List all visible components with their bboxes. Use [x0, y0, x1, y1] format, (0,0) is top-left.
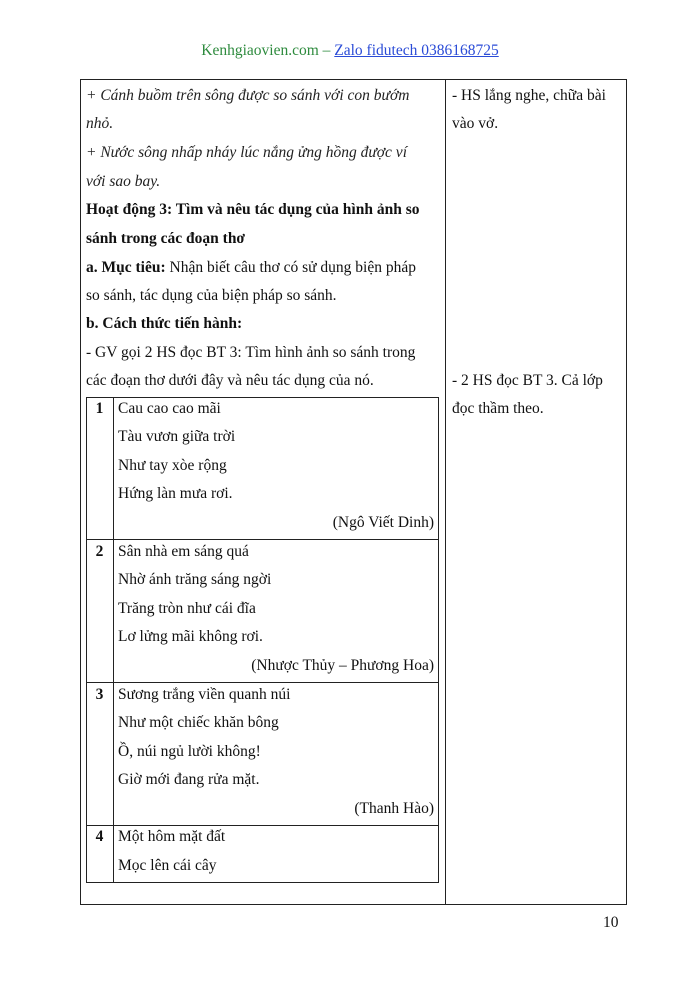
- poem-line: Nhờ ánh trăng sáng ngời: [118, 571, 272, 588]
- activity-title: Hoạt động 3: Tìm và nêu tác dụng của hình ảnh so: [86, 201, 420, 218]
- column-divider: [445, 79, 446, 905]
- poem-number: 1: [95, 400, 104, 417]
- poem-line: Sân nhà em sáng quá: [118, 543, 249, 560]
- poem-table-divider: [113, 397, 114, 883]
- student-note: đọc thầm theo.: [452, 400, 544, 417]
- poem-author: (Ngô Viết Dinh): [332, 514, 434, 531]
- poem-line: Sương trắng viền quanh núi: [118, 686, 291, 703]
- header-separator: –: [322, 42, 331, 59]
- student-note: - HS lắng nghe, chữa bài: [452, 87, 606, 104]
- objective-text: Nhận biết câu thơ có sử dụng biện pháp: [165, 259, 416, 276]
- poem-row-divider: [86, 682, 439, 683]
- poem-line: Một hôm mặt đất: [118, 828, 226, 845]
- poem-line: Như một chiếc khăn bông: [118, 714, 279, 731]
- poem-line: Tàu vươn giữa trời: [118, 428, 236, 445]
- instruction-line: - GV gọi 2 HS đọc BT 3: Tìm hình ảnh so sánh trong: [86, 344, 416, 361]
- zalo-link[interactable]: Zalo fidutech 0386168725: [334, 42, 499, 59]
- poem-number: 2: [95, 543, 104, 560]
- poem-line: Như tay xòe rộng: [118, 457, 227, 474]
- poem-row-divider: [86, 539, 439, 540]
- poem-author: (Thanh Hào): [354, 800, 434, 817]
- page-header: [0, 42, 700, 60]
- poem-row-divider: [86, 825, 439, 826]
- poem-number: 4: [95, 828, 104, 845]
- poem-line: Giờ mới đang rửa mặt.: [118, 771, 260, 788]
- objective-line: [86, 258, 416, 278]
- student-note: - 2 HS đọc BT 3. Cả lớp: [452, 372, 603, 389]
- poem-line: Ồ, núi ngủ lười không!: [118, 743, 261, 760]
- poem-line: Lơ lửng mãi không rơi.: [118, 628, 263, 645]
- poem-line: Mọc lên cái cây: [118, 857, 217, 874]
- method-label: b. Cách thức tiến hành:: [86, 315, 243, 332]
- objective-line: so sánh, tác dụng của biện pháp so sánh.: [86, 287, 337, 304]
- student-note: vào vở.: [452, 115, 499, 132]
- italic-line: với sao bay.: [86, 173, 161, 190]
- objective-label: a. Mục tiêu:: [86, 259, 166, 276]
- poem-line: Hứng làn mưa rơi.: [118, 485, 233, 502]
- site-name[interactable]: Kenhgiaovien.com: [201, 42, 319, 59]
- italic-line: + Cánh buồm trên sông được so sánh với con bướm: [86, 87, 410, 104]
- italic-line: + Nước sông nhấp nháy lúc nắng ửng hồng được ví: [86, 144, 407, 161]
- poem-number: 3: [95, 686, 104, 703]
- instruction-line: các đoạn thơ dưới đây và nêu tác dụng của nó.: [86, 372, 374, 389]
- poem-author: (Nhược Thủy – Phương Hoa): [251, 657, 434, 674]
- italic-line: nhỏ.: [86, 115, 114, 132]
- poem-line: Trăng tròn như cái đĩa: [118, 600, 256, 617]
- page-number: 10: [603, 914, 619, 931]
- poem-line: Cau cao cao mãi: [118, 400, 221, 417]
- activity-title: sánh trong các đoạn thơ: [86, 230, 246, 247]
